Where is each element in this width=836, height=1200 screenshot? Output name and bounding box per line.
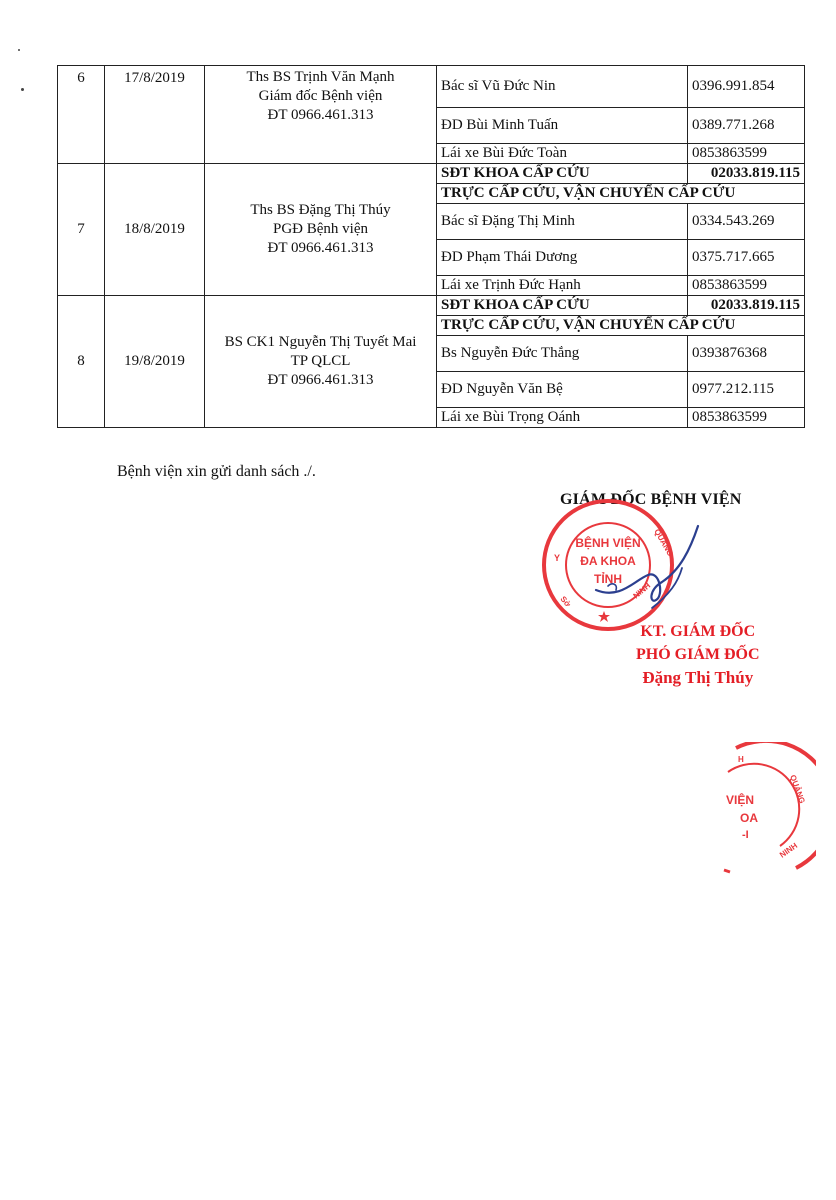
staff-phone: 0853863599 <box>688 276 805 296</box>
signer-title: GIÁM ĐỐC BỆNH VIỆN <box>560 491 742 508</box>
staff-name: Lái xe Bùi Trọng Oánh <box>437 408 688 428</box>
duty-leader <box>205 164 437 296</box>
closing-statement: Bệnh viện xin gửi danh sách ./. <box>117 463 316 480</box>
signature-mark <box>590 520 700 620</box>
duty-roster-table <box>57 65 805 428</box>
staff-phone: 0853863599 <box>688 408 805 428</box>
table-row <box>58 66 805 108</box>
stamp-line: -I <box>742 829 749 841</box>
stamp-ring-text: NINH <box>631 581 653 601</box>
duty-leader <box>205 296 437 428</box>
staff-name: ĐD Nguyễn Văn Bệ <box>437 372 688 408</box>
stamp-line: OA <box>740 811 758 825</box>
hotline-label: SĐT KHOA CẤP CỨU <box>437 164 688 184</box>
leader-name: BS CK1 Nguyễn Thị Tuyết Mai <box>224 334 417 350</box>
table-row <box>58 296 805 316</box>
staff-phone: 0334.543.269 <box>688 204 805 240</box>
leader-name: Ths BS Trịnh Văn Mạnh <box>246 69 395 85</box>
stamp-line: VIỆN <box>726 793 755 807</box>
stamp-line: TỈNH <box>594 572 622 586</box>
stamp-ring-text: Sở <box>558 594 573 609</box>
staff-name: Bác sĩ Đặng Thị Minh <box>437 204 688 240</box>
duty-date: 18/8/2019 <box>105 164 205 296</box>
row-number: 6 <box>58 66 105 164</box>
partial-hospital-stamp <box>716 742 816 878</box>
staff-phone: 0375.717.665 <box>688 240 805 276</box>
section-heading: TRỰC CẤP CỨU, VẬN CHUYỂN CẤP CỨU <box>437 184 805 204</box>
esign-signer-name: Đặng Thị Thúy <box>642 668 754 687</box>
leader-phone: ĐT 0966.461.313 <box>267 372 374 388</box>
esign-line: KT. GIÁM ĐỐC <box>640 623 756 640</box>
scan-speck <box>18 49 20 51</box>
hotline-label: SĐT KHOA CẤP CỨU <box>437 296 688 316</box>
stamp-ring-text: QUẢNG <box>652 527 675 558</box>
staff-phone: 0389.771.268 <box>688 108 805 144</box>
duty-date: 19/8/2019 <box>105 296 205 428</box>
stamp-line: ĐA KHOA <box>580 554 636 568</box>
leader-position: Giám đốc Bệnh viện <box>258 88 383 104</box>
stamp-ring-text: QUẢNG <box>788 773 807 805</box>
electronic-signature-block <box>636 620 760 689</box>
hotline-phone: 02033.819.115 <box>688 296 805 316</box>
staff-phone: 0977.212.115 <box>688 372 805 408</box>
staff-name: Lái xe Bùi Đức Toàn <box>437 144 688 164</box>
stamp-ring-text: Y <box>554 553 561 563</box>
scan-speck <box>21 88 24 91</box>
leader-phone: ĐT 0966.461.313 <box>267 240 374 256</box>
leader-position: TP QLCL <box>290 353 351 369</box>
stamp-ring-text: H <box>738 755 744 764</box>
staff-phone: 0393876368 <box>688 336 805 372</box>
leader-phone: ĐT 0966.461.313 <box>267 107 374 123</box>
staff-phone: 0853863599 <box>688 144 805 164</box>
staff-name: Bác sĩ Vũ Đức Nin <box>437 66 688 108</box>
staff-name: ĐD Phạm Thái Dương <box>437 240 688 276</box>
row-number: 7 <box>58 164 105 296</box>
table-row <box>58 164 805 184</box>
duty-leader <box>205 66 437 164</box>
leader-name: Ths BS Đặng Thị Thúy <box>250 202 391 218</box>
hotline-phone: 02033.819.115 <box>688 164 805 184</box>
stamp-ring-text: NINH <box>777 841 800 860</box>
stamp-line: BỆNH VIỆN <box>575 536 641 550</box>
esign-line: PHÓ GIÁM ĐỐC <box>636 646 760 663</box>
section-heading: TRỰC CẤP CỨU, VẬN CHUYỂN CẤP CỨU <box>437 316 805 336</box>
leader-position: PGĐ Bệnh viện <box>273 221 368 237</box>
staff-name: Bs Nguyễn Đức Thắng <box>437 336 688 372</box>
staff-name: ĐD Bùi Minh Tuấn <box>437 108 688 144</box>
staff-name: Lái xe Trịnh Đức Hạnh <box>437 276 688 296</box>
staff-phone: 0396.991.854 <box>688 66 805 108</box>
duty-date: 17/8/2019 <box>105 66 205 164</box>
row-number: 8 <box>58 296 105 428</box>
